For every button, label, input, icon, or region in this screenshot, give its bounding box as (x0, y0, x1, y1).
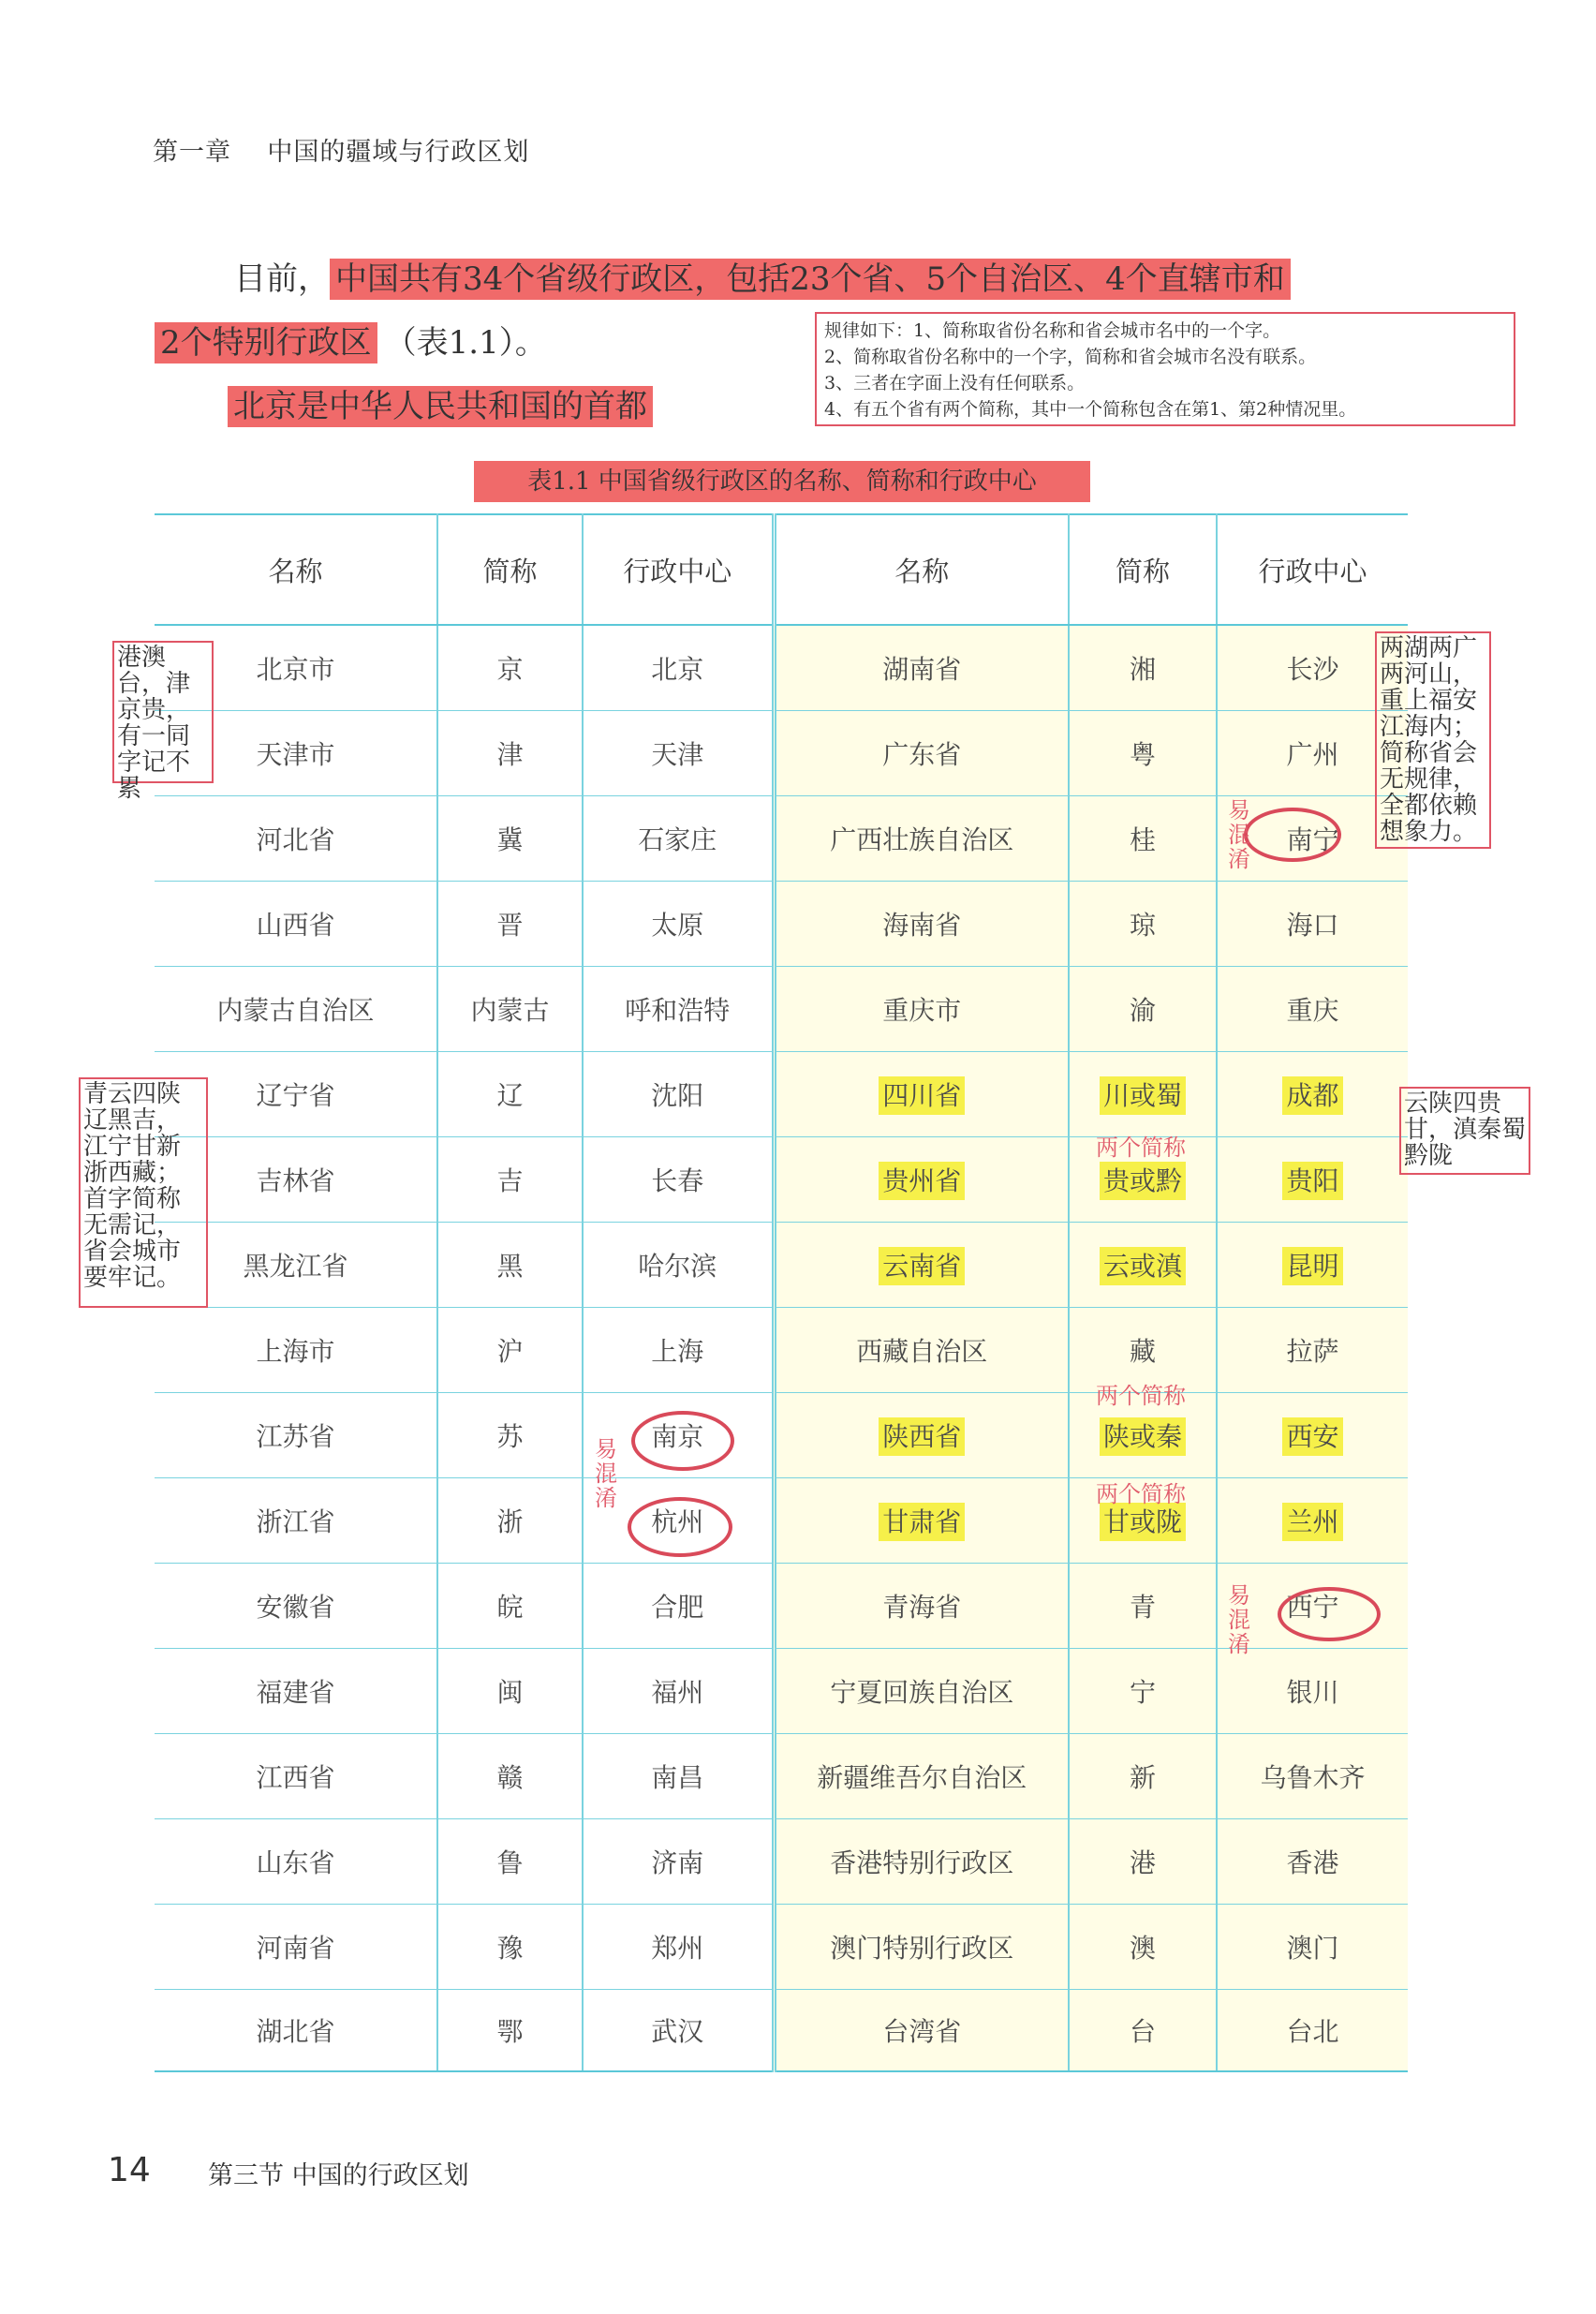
cell-text: 福建省 (256, 1677, 335, 1708)
cell-center (583, 1734, 774, 1819)
cell-text: 武汉 (651, 2016, 704, 2047)
cell-text: 广西壮族自治区 (830, 824, 1014, 855)
cell-abbr (437, 1649, 583, 1734)
cell-name (155, 1990, 437, 2072)
cell-center (1217, 1990, 1408, 2072)
header-name: 名称 (155, 514, 437, 625)
cell-text: 重庆市 (882, 995, 962, 1026)
intro-line-2 (155, 317, 547, 363)
annotation-left-top: 港澳台，津京贵，有一同字记不累 (112, 641, 214, 783)
cell-text: 甘肃省 (879, 1503, 965, 1541)
cell-text: 台北 (1286, 2016, 1339, 2047)
cell-text: 京 (496, 654, 524, 685)
cell-center (1217, 882, 1408, 967)
cell-text: 天津市 (256, 739, 335, 770)
cell-text: 青 (1129, 1592, 1156, 1623)
cell-abbr (437, 711, 583, 796)
cell-abbr (437, 1905, 583, 1990)
cell-text: 鄂 (496, 2016, 524, 2047)
cell-text: 南昌 (651, 1762, 704, 1793)
cell-center (583, 1649, 774, 1734)
rule-line: 3、三者在字面上没有任何联系。 (824, 373, 1086, 393)
two-abbr-note: 两个简称 (1096, 1135, 1186, 1161)
cell-text: 郑州 (651, 1933, 704, 1964)
header-center: 行政中心 (583, 514, 774, 625)
cell-abbr (1069, 796, 1217, 882)
cell-abbr (1069, 1564, 1217, 1649)
cell-text: 辽 (496, 1080, 524, 1111)
chapter-heading (153, 131, 529, 168)
cell-text: 太原 (651, 910, 704, 941)
table-row (155, 1393, 1408, 1478)
cell-text: 呼和浩特 (625, 995, 731, 1026)
circle-marker (1244, 808, 1341, 862)
cell-text: 济南 (651, 1847, 704, 1878)
cell-name (774, 1223, 1069, 1308)
cell-center (583, 882, 774, 967)
cell-center (583, 1990, 774, 2072)
section-title: 第三节 中国的行政区划 (208, 2161, 469, 2190)
cell-text: 晋 (496, 910, 524, 941)
cell-text: 成都 (1282, 1076, 1342, 1115)
table-row (155, 1905, 1408, 1990)
cell-center (1217, 967, 1408, 1052)
cell-text: 南宁 (1286, 824, 1339, 855)
cell-text: 宁 (1129, 1677, 1156, 1708)
cell-name (774, 967, 1069, 1052)
cell-center (1217, 1649, 1408, 1734)
cell-abbr (1069, 625, 1217, 711)
table-row (155, 1819, 1408, 1905)
table-row (155, 711, 1408, 796)
cell-text: 香港 (1286, 1847, 1339, 1878)
cell-abbr (1069, 1734, 1217, 1819)
cell-text: 北京 (651, 654, 704, 685)
cell-center (583, 625, 774, 711)
cell-center (1217, 1052, 1408, 1137)
cell-text: 江苏省 (256, 1421, 335, 1452)
cell-name (155, 1393, 437, 1478)
cell-text: 津 (496, 739, 524, 770)
cell-text: 重庆 (1286, 995, 1339, 1026)
cell-name (774, 882, 1069, 967)
cell-text: 澳门 (1286, 1933, 1339, 1964)
cell-abbr (1069, 1819, 1217, 1905)
table-row (155, 1137, 1408, 1223)
cell-name (155, 1734, 437, 1819)
cell-name (155, 1564, 437, 1649)
cell-text: 新疆维吾尔自治区 (817, 1762, 1027, 1793)
intro-line-3 (228, 380, 653, 426)
intro-highlight-1: 中国共有34个省级行政区，包括23个省、5个自治区、4个直辖市和 (330, 259, 1291, 300)
cell-center (1217, 1478, 1408, 1564)
cell-abbr (437, 1223, 583, 1308)
cell-text: 陕或秦 (1100, 1417, 1186, 1456)
cell-center (1217, 1393, 1408, 1478)
cell-text: 澳 (1129, 1933, 1156, 1964)
cell-center (583, 1564, 774, 1649)
cell-text: 湖南省 (882, 654, 962, 685)
header-center: 行政中心 (1217, 514, 1408, 625)
circle-marker (631, 1411, 734, 1471)
cell-text: 贵州省 (879, 1162, 965, 1200)
table-row (155, 1223, 1408, 1308)
cell-text: 沪 (496, 1336, 524, 1367)
cell-abbr (437, 796, 583, 882)
cell-text: 四川省 (879, 1076, 965, 1115)
rule-line: 规律如下：1、简称取省份名称和省会城市名中的一个字。 (824, 320, 1281, 341)
cell-abbr (437, 1734, 583, 1819)
cell-center (583, 796, 774, 882)
cell-text: 苏 (496, 1421, 524, 1452)
cell-text: 上海市 (256, 1336, 335, 1367)
cell-text: 贵阳 (1282, 1162, 1342, 1200)
cell-text: 贵或黔 (1100, 1162, 1186, 1200)
cell-text: 台湾省 (882, 2016, 962, 2047)
cell-text: 湘 (1129, 654, 1156, 685)
cell-text: 福州 (651, 1677, 704, 1708)
chapter-title: 中国的疆域与行政区划 (267, 138, 530, 167)
cell-text: 琼 (1129, 910, 1156, 941)
cell-name (774, 1137, 1069, 1223)
cell-text: 桂 (1129, 824, 1156, 855)
two-abbr-note: 两个简称 (1096, 1383, 1186, 1409)
cell-name (155, 882, 437, 967)
table-row (155, 1649, 1408, 1734)
intro-lead: 目前， (234, 260, 330, 298)
cell-abbr (1069, 1990, 1217, 2072)
cell-text: 安徽省 (256, 1592, 335, 1623)
chapter-number: 第一章 (153, 138, 231, 167)
capital-statement: 北京是中华人民共和国的首都 (228, 386, 653, 427)
two-abbr-note: 两个简称 (1096, 1481, 1186, 1507)
cell-center (583, 711, 774, 796)
cell-text: 北京市 (256, 654, 335, 685)
cell-name (774, 1478, 1069, 1564)
cell-text: 湖北省 (256, 2016, 335, 2047)
cell-text: 粤 (1129, 739, 1156, 770)
confusable-note: 易混淆 (595, 1436, 617, 1511)
cell-text: 河北省 (256, 824, 335, 855)
table-row (155, 1990, 1408, 2072)
cell-text: 兰州 (1282, 1503, 1342, 1541)
confusable-note: 易混淆 (1228, 1582, 1250, 1657)
cell-text: 广州 (1286, 739, 1339, 770)
cell-name (155, 967, 437, 1052)
cell-abbr (437, 1308, 583, 1393)
cell-center (1217, 1308, 1408, 1393)
cell-text: 乌鲁木齐 (1260, 1762, 1366, 1793)
cell-text: 甘或陇 (1100, 1503, 1186, 1541)
cell-text: 哈尔滨 (638, 1251, 717, 1282)
page-number: 14 (108, 2151, 151, 2189)
table-row (155, 796, 1408, 882)
table-row (155, 967, 1408, 1052)
cell-text: 川或蜀 (1100, 1076, 1186, 1115)
table-title: 表1.1 中国省级行政区的名称、简称和行政中心 (474, 461, 1090, 502)
cell-text: 鲁 (496, 1847, 524, 1878)
cell-abbr (437, 882, 583, 967)
cell-text: 云或滇 (1100, 1247, 1186, 1285)
cell-name (155, 1478, 437, 1564)
cell-name (155, 1905, 437, 1990)
cell-center (583, 1308, 774, 1393)
cell-text: 辽宁省 (256, 1080, 335, 1111)
cell-text: 浙 (496, 1506, 524, 1537)
cell-abbr (1069, 1905, 1217, 1990)
cell-abbr (1069, 1308, 1217, 1393)
table-row (155, 1478, 1408, 1564)
cell-text: 赣 (496, 1762, 524, 1793)
cell-text: 西安 (1282, 1417, 1342, 1456)
header-abbr: 简称 (437, 514, 583, 625)
table-row (155, 1564, 1408, 1649)
cell-name (774, 1990, 1069, 2072)
table-row (155, 625, 1408, 711)
table-row (155, 1734, 1408, 1819)
cell-text: 闽 (496, 1677, 524, 1708)
cell-text: 合肥 (651, 1592, 704, 1623)
cell-center (583, 1137, 774, 1223)
cell-name (774, 1564, 1069, 1649)
cell-name (155, 796, 437, 882)
province-table (155, 513, 1408, 2072)
cell-center (1217, 1734, 1408, 1819)
cell-abbr (1069, 1649, 1217, 1734)
table-row (155, 1308, 1408, 1393)
cell-text: 银川 (1286, 1677, 1339, 1708)
cell-name (774, 1649, 1069, 1734)
cell-text: 内蒙古自治区 (216, 995, 375, 1026)
cell-text: 山东省 (256, 1847, 335, 1878)
cell-text: 海南省 (882, 910, 962, 941)
cell-text: 西藏自治区 (856, 1336, 988, 1367)
cell-abbr (437, 1478, 583, 1564)
header-name: 名称 (774, 514, 1069, 625)
cell-center (1217, 1819, 1408, 1905)
cell-text: 陕西省 (879, 1417, 965, 1456)
cell-text: 天津 (651, 739, 704, 770)
cell-text: 港 (1129, 1847, 1156, 1878)
cell-text: 冀 (496, 824, 524, 855)
cell-text: 沈阳 (651, 1080, 704, 1111)
cell-text: 上海 (651, 1336, 704, 1367)
cell-abbr (437, 1990, 583, 2072)
table-row (155, 1052, 1408, 1137)
cell-abbr (437, 1819, 583, 1905)
cell-text: 新 (1129, 1762, 1156, 1793)
cell-text: 黑龙江省 (243, 1251, 348, 1282)
cell-center (583, 1052, 774, 1137)
cell-text: 江西省 (256, 1762, 335, 1793)
cell-text: 石家庄 (638, 824, 717, 855)
cell-text: 长沙 (1286, 654, 1339, 685)
cell-name (155, 1649, 437, 1734)
annotation-right-mid: 云陕四贵甘，滇秦蜀黔陇 (1399, 1087, 1530, 1175)
cell-name (774, 1393, 1069, 1478)
cell-text: 豫 (496, 1933, 524, 1964)
rules-note-box (815, 312, 1515, 426)
cell-text: 昆明 (1282, 1247, 1342, 1285)
cell-text: 南京 (651, 1421, 704, 1452)
cell-name (155, 1819, 437, 1905)
cell-text: 内蒙古 (470, 995, 550, 1026)
cell-center (583, 967, 774, 1052)
cell-text: 广东省 (882, 739, 962, 770)
cell-abbr (1069, 1052, 1217, 1137)
cell-text: 山西省 (256, 910, 335, 941)
cell-name (774, 1052, 1069, 1137)
cell-text: 河南省 (256, 1933, 335, 1964)
cell-name (774, 1905, 1069, 1990)
cell-abbr (437, 967, 583, 1052)
cell-text: 青海省 (882, 1592, 962, 1623)
cell-abbr (1069, 711, 1217, 796)
cell-abbr (1069, 967, 1217, 1052)
circle-marker (628, 1497, 732, 1557)
cell-center (1217, 1137, 1408, 1223)
cell-text: 渝 (1129, 995, 1156, 1026)
cell-text: 宁夏回族自治区 (830, 1677, 1014, 1708)
cell-name (774, 625, 1069, 711)
intro-tail: （表1.1）。 (384, 324, 547, 362)
cell-center (583, 1223, 774, 1308)
cell-abbr (1069, 882, 1217, 967)
rule-line: 2、简称取省份名称中的一个字，简称和省会城市名没有联系。 (824, 347, 1317, 367)
cell-text: 杭州 (651, 1506, 704, 1537)
cell-text: 浙江省 (256, 1506, 335, 1537)
cell-center (1217, 1905, 1408, 1990)
cell-text: 云南省 (879, 1247, 965, 1285)
cell-name (155, 1308, 437, 1393)
cell-text: 长春 (651, 1165, 704, 1196)
annotation-left-mid: 青云四陕辽黑吉，江宁甘新浙西藏；首字简称无需记，省会城市要牢记。 (79, 1077, 208, 1308)
table-row (155, 882, 1408, 967)
cell-abbr (437, 625, 583, 711)
cell-name (774, 1308, 1069, 1393)
cell-abbr (437, 1137, 583, 1223)
cell-center (1217, 1223, 1408, 1308)
cell-name (774, 711, 1069, 796)
cell-text: 吉林省 (256, 1165, 335, 1196)
intro-highlight-2: 2个特别行政区 (155, 322, 377, 363)
intro-line-1 (234, 253, 1291, 299)
cell-center (583, 1819, 774, 1905)
cell-abbr (437, 1564, 583, 1649)
cell-text: 藏 (1129, 1336, 1156, 1367)
cell-abbr (1069, 1223, 1217, 1308)
table-header-row (155, 514, 1408, 625)
cell-name (774, 1734, 1069, 1819)
cell-text: 台 (1129, 2016, 1156, 2047)
circle-marker (1278, 1587, 1381, 1641)
cell-text: 皖 (496, 1592, 524, 1623)
cell-text: 海口 (1286, 910, 1339, 941)
cell-name (774, 1819, 1069, 1905)
cell-abbr (437, 1052, 583, 1137)
cell-text: 黑 (496, 1251, 524, 1282)
cell-center (583, 1905, 774, 1990)
cell-abbr (437, 1393, 583, 1478)
header-abbr: 简称 (1069, 514, 1217, 625)
cell-text: 吉 (496, 1165, 524, 1196)
annotation-right-top: 两湖两广两河山，重上福安江海内；简称省会无规律，全都依赖想象力。 (1375, 631, 1491, 849)
cell-name (774, 796, 1069, 882)
confusable-note: 易混淆 (1228, 797, 1250, 872)
rule-line: 4、有五个省有两个简称，其中一个简称包含在第1、第2种情况里。 (824, 399, 1357, 420)
cell-text: 香港特别行政区 (830, 1847, 1014, 1878)
cell-text: 澳门特别行政区 (830, 1933, 1014, 1964)
cell-text: 拉萨 (1286, 1336, 1339, 1367)
cell-text: 西宁 (1286, 1592, 1339, 1623)
